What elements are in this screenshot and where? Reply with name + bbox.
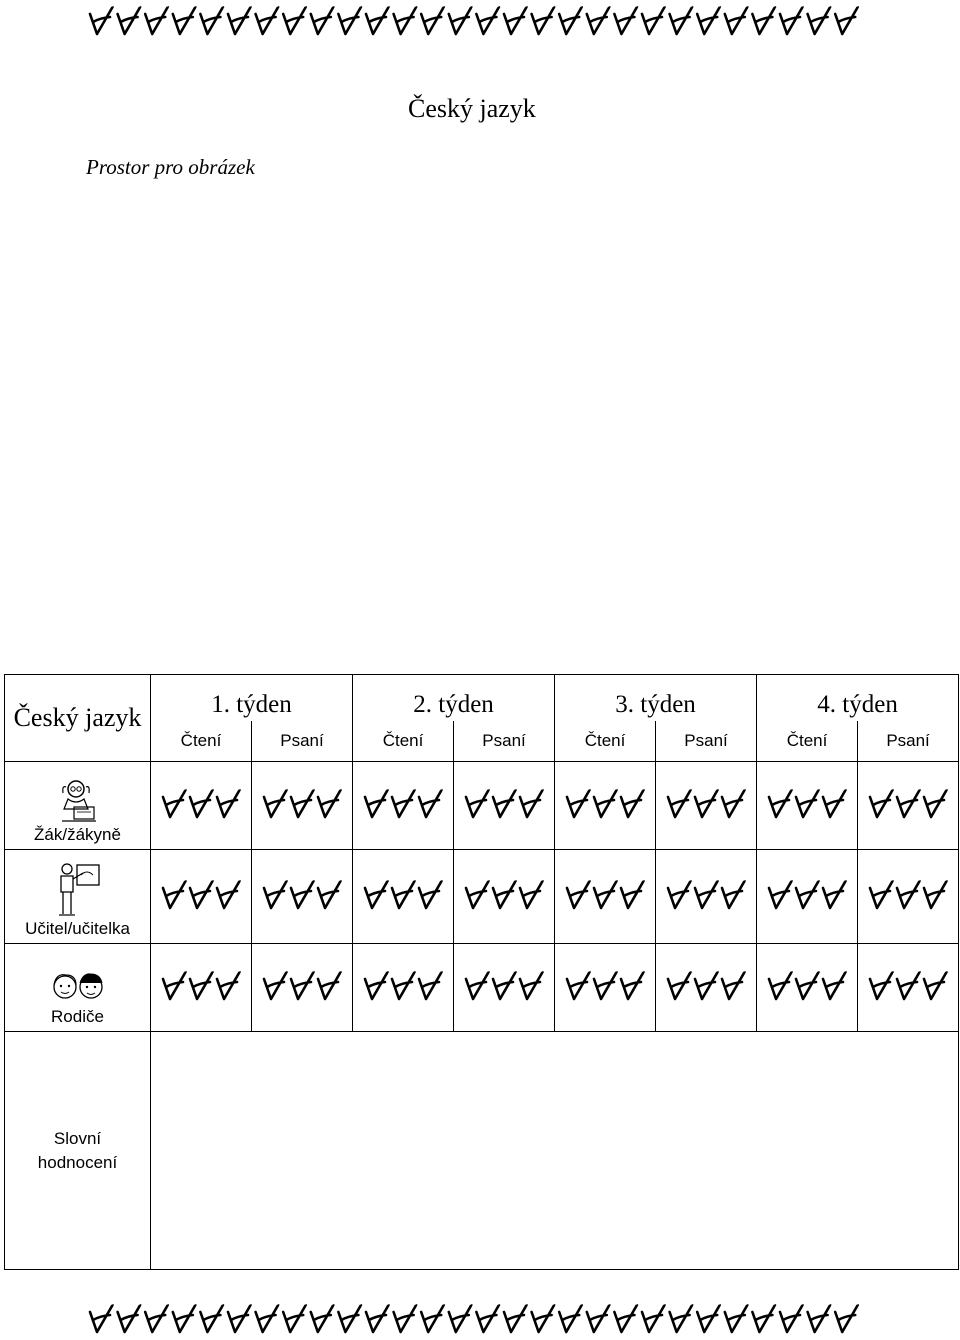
tick-icon [228,6,252,34]
tick-icon [419,971,443,999]
tick-icon [466,971,490,999]
decorative-tick-border-bottom [86,1296,866,1340]
tick-icon [697,1304,721,1332]
page-title: Český jazyk [408,94,536,123]
tick-icon [897,789,921,817]
tick-group [765,968,849,1002]
tick-group [462,786,546,820]
tick-icon [769,789,793,817]
week-header-3: 3. týden [555,675,757,722]
tick-group [159,786,243,820]
tick-group [765,786,849,820]
tick-group [462,877,546,911]
tick-group [765,877,849,911]
tick-cell[interactable] [757,762,858,850]
subcolumn-header: Psaní [656,721,757,762]
tick-group [260,968,344,1002]
tick-icon [318,789,342,817]
tick-icon [725,1304,749,1332]
tick-icon [366,6,390,34]
tick-icon [504,1304,528,1332]
tick-cell[interactable] [252,762,353,850]
tick-icon [228,1304,252,1332]
tick-cell[interactable] [151,850,252,944]
tick-icon [835,1304,859,1332]
tick-icon [835,6,859,34]
tick-cell[interactable] [555,850,656,944]
tick-icon [642,1304,666,1332]
subcolumn-header: Čtení [555,721,656,762]
tick-cell[interactable] [858,762,959,850]
tick-group [260,877,344,911]
tick-icon [621,789,645,817]
tick-icon [394,6,418,34]
tick-icon [466,789,490,817]
corner-label-text: Český jazyk [13,703,142,732]
week-header-1: 1. týden [151,675,353,722]
image-placeholder-text: Prostor pro obrázek [86,155,255,179]
tick-icon [264,789,288,817]
tick-icon [722,971,746,999]
tick-icon [256,6,280,34]
tick-icon [621,971,645,999]
tick-cell[interactable] [454,850,555,944]
tick-icon [924,971,948,999]
subcolumn-header: Psaní [252,721,353,762]
tick-cell[interactable] [757,944,858,1032]
tick-icon [493,880,517,908]
tick-icon [504,6,528,34]
tick-group [361,968,445,1002]
tick-group [866,968,950,1002]
tick-icon [217,971,241,999]
tick-icon [614,1304,638,1332]
tick-cell[interactable] [555,944,656,1032]
tick-icon [594,971,618,999]
tick-icon [190,789,214,817]
tick-icon [394,1304,418,1332]
student-icon [58,777,98,823]
tick-cell[interactable] [353,850,454,944]
tick-group [664,968,748,1002]
tick-icon [796,789,820,817]
tick-icon [725,6,749,34]
tick-group [462,968,546,1002]
tick-icon [559,1304,583,1332]
tick-group [563,968,647,1002]
week-header-4: 4. týden [757,675,959,722]
tick-icon [476,1304,500,1332]
tick-group [866,877,950,911]
tick-icon [780,1304,804,1332]
tick-icon [311,6,335,34]
tick-group [664,786,748,820]
table-corner-label [5,675,151,762]
tick-icon [559,6,583,34]
tick-icon [642,6,666,34]
tick-cell[interactable] [454,762,555,850]
tick-icon [365,971,389,999]
tick-icon [311,1304,335,1332]
tick-icon [118,1304,142,1332]
tick-group [159,968,243,1002]
tick-icon [338,1304,362,1332]
tick-cell[interactable] [858,944,959,1032]
tick-icon [668,789,692,817]
tick-icon [567,789,591,817]
tick-icon [318,880,342,908]
tick-icon [449,6,473,34]
tick-icon [897,880,921,908]
tick-icon [163,789,187,817]
tick-cell[interactable] [151,762,252,850]
tick-icon [366,1304,390,1332]
tick-icon [163,880,187,908]
tick-group [361,786,445,820]
tick-icon [924,789,948,817]
tick-icon [697,6,721,34]
tick-icon [256,1304,280,1332]
tick-icon [668,880,692,908]
tick-icon [264,880,288,908]
tick-icon [924,880,948,908]
tick-group [361,877,445,911]
tick-cell[interactable] [454,944,555,1032]
row-label-parents [5,944,151,1032]
tick-icon [217,789,241,817]
subcolumn-header: Čtení [757,721,858,762]
tick-icon [780,6,804,34]
tick-icon [567,971,591,999]
tick-icon [823,971,847,999]
tick-icon [796,971,820,999]
tick-cell[interactable] [151,944,252,1032]
tick-icon [365,880,389,908]
tick-icon [769,971,793,999]
tick-icon [145,1304,169,1332]
tick-icon [200,1304,224,1332]
tick-group [260,786,344,820]
tick-group [563,877,647,911]
tick-group [664,877,748,911]
tick-icon [217,880,241,908]
table-row-parents [5,944,959,1032]
decorative-tick-border-top [86,0,866,44]
subcolumn-header: Psaní [858,721,959,762]
tick-icon [668,971,692,999]
tick-cell[interactable] [656,762,757,850]
row-label-student [5,762,151,850]
tick-cell[interactable] [555,762,656,850]
subcolumn-header: Psaní [454,721,555,762]
tick-icon [722,789,746,817]
row-label-text: Učitel/učitelka [25,919,130,938]
tick-icon [283,6,307,34]
table-row-verbal [5,1032,959,1270]
tick-icon [752,6,776,34]
tick-icon [808,1304,832,1332]
tick-icon [90,1304,114,1332]
tick-icon [392,880,416,908]
tick-icon [870,971,894,999]
tick-icon [796,880,820,908]
row-label-text: Rodiče [51,1007,104,1026]
tick-cell[interactable] [656,944,757,1032]
tick-cell[interactable] [353,944,454,1032]
tick-icon [670,6,694,34]
tick-icon [823,880,847,908]
tick-icon [897,971,921,999]
tick-icon [264,971,288,999]
tick-icon [722,880,746,908]
tick-group [866,786,950,820]
tick-icon [291,789,315,817]
tick-icon [476,6,500,34]
tick-icon [90,6,114,34]
tick-icon [392,971,416,999]
tick-icon [752,1304,776,1332]
tick-icon [520,971,544,999]
tick-icon [338,6,362,34]
table-row-teacher [5,850,959,944]
tick-icon [190,880,214,908]
tick-icon [567,880,591,908]
teacher-icon [55,861,101,917]
tick-group [159,877,243,911]
tick-icon [173,6,197,34]
verbal-label-text: Slovní hodnocení [37,1128,118,1172]
tick-icon [493,971,517,999]
tick-icon [283,1304,307,1332]
week-header-2: 2. týden [353,675,555,722]
tick-icon [449,1304,473,1332]
tick-icon [145,6,169,34]
tick-group [563,786,647,820]
tick-icon [695,789,719,817]
tick-icon [291,880,315,908]
tick-icon [823,789,847,817]
tick-icon [200,6,224,34]
tick-icon [318,971,342,999]
tick-icon [670,1304,694,1332]
tick-icon [870,789,894,817]
tick-icon [365,789,389,817]
row-label-text: Žák/žákyně [34,825,121,844]
tick-icon [520,880,544,908]
row-label-teacher [5,850,151,944]
tick-icon [808,6,832,34]
tick-cell[interactable] [656,850,757,944]
tick-icon [870,880,894,908]
verbal-evaluation-label [5,1032,151,1270]
tick-icon [493,789,517,817]
tick-cell[interactable] [252,850,353,944]
tick-cell[interactable] [353,762,454,850]
tick-icon [190,971,214,999]
tick-icon [421,6,445,34]
parents-icon [47,971,109,1005]
tick-icon [587,1304,611,1332]
tick-icon [769,880,793,908]
tick-icon [173,1304,197,1332]
tick-icon [392,789,416,817]
evaluation-table [4,674,959,1270]
tick-icon [594,789,618,817]
tick-icon [695,880,719,908]
tick-icon [291,971,315,999]
tick-icon [695,971,719,999]
subcolumn-header: Čtení [151,721,252,762]
tick-icon [520,789,544,817]
tick-icon [419,880,443,908]
subcolumn-header: Čtení [353,721,454,762]
tick-icon [532,6,556,34]
tick-cell[interactable] [252,944,353,1032]
tick-icon [587,6,611,34]
tick-icon [419,789,443,817]
tick-icon [118,6,142,34]
tick-cell[interactable] [757,850,858,944]
tick-icon [594,880,618,908]
tick-icon [163,971,187,999]
verbal-evaluation-area[interactable] [151,1032,959,1270]
tick-icon [621,880,645,908]
table-row-student [5,762,959,850]
tick-icon [466,880,490,908]
tick-icon [421,1304,445,1332]
tick-icon [614,6,638,34]
tick-cell[interactable] [858,850,959,944]
tick-icon [532,1304,556,1332]
